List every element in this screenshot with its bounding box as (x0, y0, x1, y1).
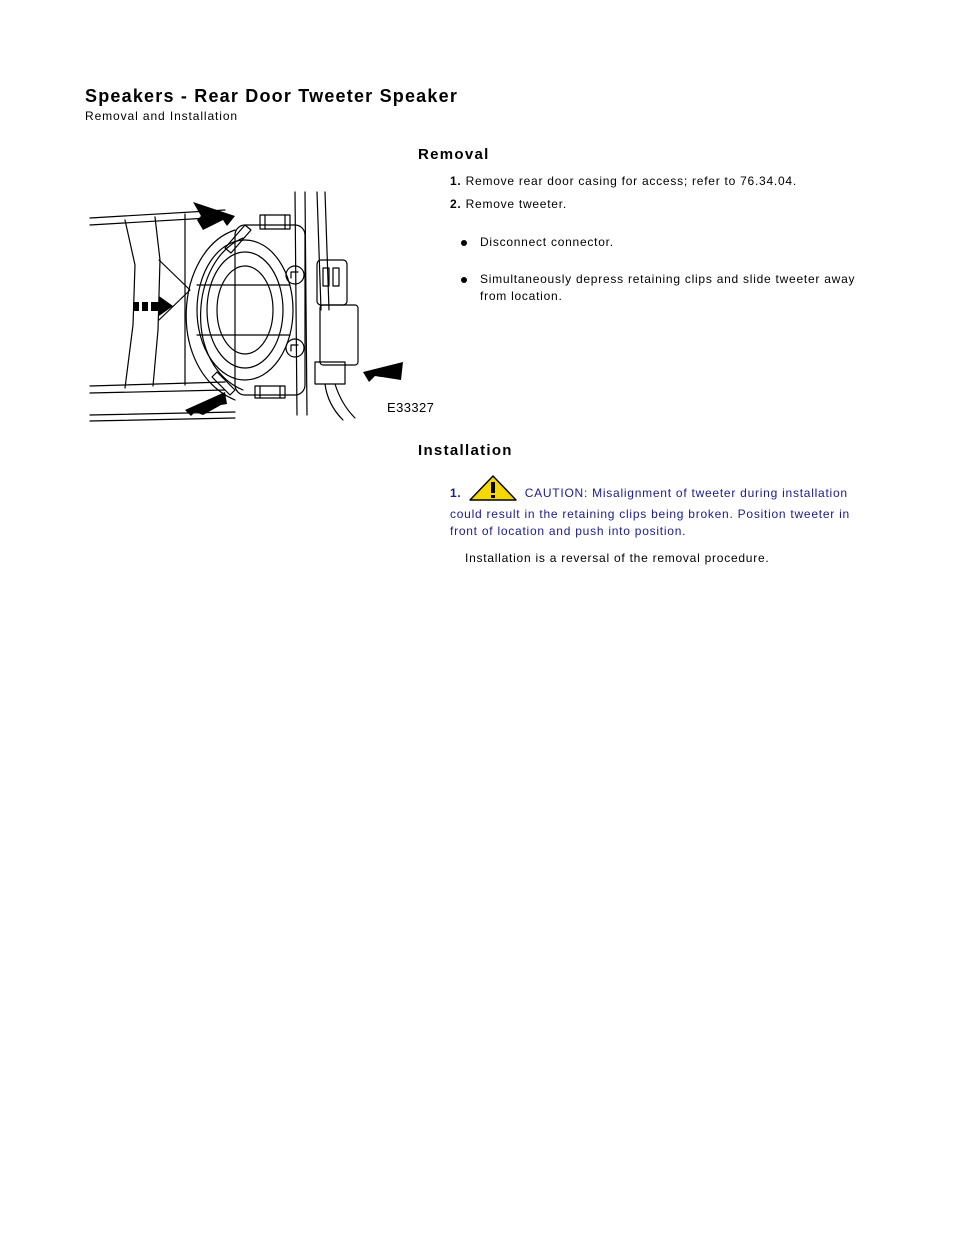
removal-step-2-text: Remove tweeter. (465, 197, 567, 211)
bullet-text: Disconnect connector. (480, 235, 614, 249)
caution-step-number: 1. (450, 486, 462, 500)
figure-label: E33327 (387, 400, 435, 415)
installation-note: Installation is a reversal of the removal procedure. (465, 551, 770, 565)
tweeter-drawing (85, 190, 445, 425)
installation-heading: Installation (418, 442, 513, 459)
bullet-item (480, 234, 860, 251)
caution-text: CAUTION: Misalignment of tweeter during installation could result in the retaining clips being broken. Position tweeter in front of location and push into position. (450, 486, 850, 538)
caution-note (450, 475, 880, 540)
removal-step-2-number: 2. (450, 197, 462, 211)
removal-step-1-text: Remove rear door casing for access; refer to 76.34.04. (465, 174, 797, 188)
tweeter-illustration (85, 190, 445, 425)
page-title: Speakers - Rear Door Tweeter Speaker (85, 86, 459, 106)
bullet-dot-icon (461, 277, 467, 283)
bullet-text: Simultaneously depress retaining clips and slide tweeter away from location. (480, 272, 856, 303)
removal-heading: Removal (418, 146, 490, 163)
bullet-item (480, 271, 865, 305)
bullet-dot-icon (461, 240, 467, 246)
page-subtitle: Removal and Installation (85, 109, 239, 123)
warning-triangle-icon (468, 475, 518, 506)
removal-step-2 (450, 197, 567, 211)
removal-step-1 (450, 174, 797, 188)
removal-step-1-number: 1. (450, 174, 462, 188)
